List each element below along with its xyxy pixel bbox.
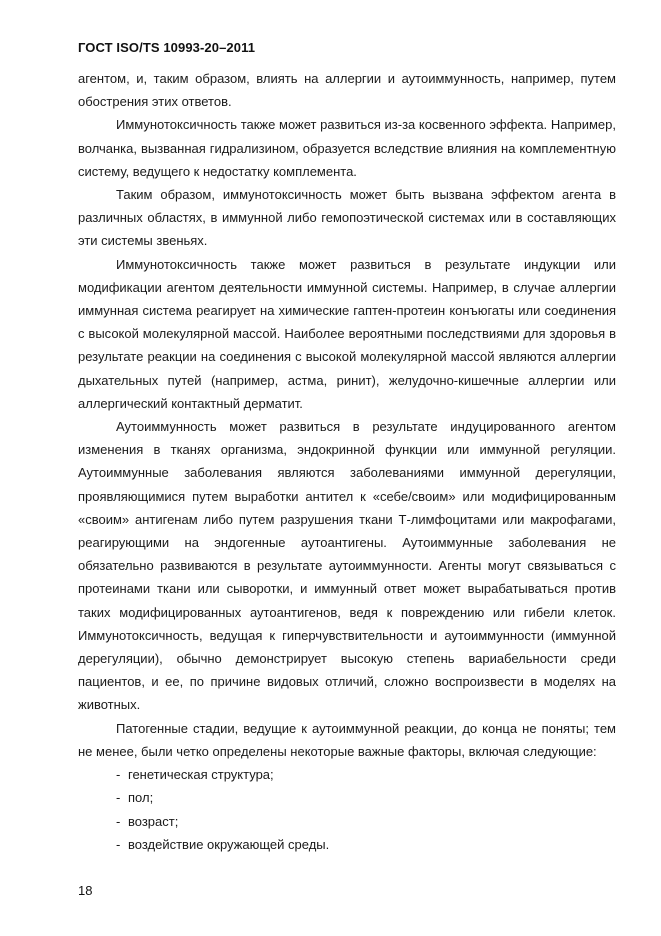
paragraph: Таким образом, иммунотоксичность может быть вызвана эффектом агента в различных областях, в иммунной либо гемопоэтической системах или в составляющих эти системы звеньях. bbox=[78, 187, 616, 249]
list-marker: - bbox=[116, 767, 121, 783]
document-header: ГОСТ ISO/TS 10993-20–2011 bbox=[78, 40, 256, 55]
paragraph: Патогенные стадии, ведущие к аутоиммунной реакции, до конца не поняты; тем не менее, были четко определены некоторые важные факторы, включая следующие: bbox=[78, 720, 616, 759]
list-item-text: генетическая структура; bbox=[128, 767, 274, 783]
paragraph: Аутоиммунность может развиться в результате индуцированного агентом изменения в тканях организма, эндокринной функции или иммунной регуляции. Аутоиммунные заболевания являются заболеваниями иммунной дерегуляции, проявляющимися путем выработки антител к «себе/своим» или модифицированным «своим» антигенам либо путем разрушения ткани Т-лимфоцитами или макрофагами, реагирующими на эндогенные аутоантигены. Аутоиммунные заболевания не обязательно развиваются в результате аутоиммунности. Агенты могут связываться с протеинами ткани или сыворотки, и иммунный ответ может вырабатываться против таких модифицированных аутоантигенов, ведя к повреждению или гибели клеток. Иммунотоксичность, ведущая к гиперчувствительности и аутоиммунности (иммунной дерегуляции), обычно демонстрирует высокую степень вариабельности среди пациентов, и ее, по причине видовых отличий, сложно воспроизвести в моделях на животных. bbox=[78, 419, 616, 713]
list-item bbox=[116, 810, 616, 833]
list-item-text: воздействие окружающей среды. bbox=[128, 836, 330, 852]
list-item-text: возраст; bbox=[128, 813, 179, 829]
paragraph: Иммунотоксичность также может развиться в результате индукции или модификации агентом деятельности иммунной системы. Например, в случае аллергии иммунная система реагирует на химические гаптен-протеин конъюгаты или соединения с высокой молекулярной массой. Наиболее вероятными последствиями для здоровья в результате реакции на соединения с высокой молекулярной массой являются аллергии дыхательных путей (например, астма, ринит), желудочно-кишечные аллергии или аллергический контактный дерматит. bbox=[78, 256, 616, 411]
document-body bbox=[78, 67, 616, 856]
list-item bbox=[116, 833, 616, 856]
list-item-text: пол; bbox=[128, 790, 154, 806]
list-marker: - bbox=[116, 836, 121, 852]
list-marker: - bbox=[116, 813, 121, 829]
list-item bbox=[116, 763, 616, 786]
paragraph-continuation: агентом, и, таким образом, влиять на аллергии и аутоиммунность, например, путем обострения этих ответов. bbox=[78, 71, 616, 110]
factor-list bbox=[78, 763, 616, 856]
list-item bbox=[116, 786, 616, 809]
paragraph: Иммунотоксичность также может развиться из-за косвенного эффекта. Например, волчанка, вызванная гидрализином, образуется вследствие влияния на комплементную систему, ведущего к недостатку комплемента. bbox=[78, 117, 616, 179]
list-marker: - bbox=[116, 790, 121, 806]
page-number: 18 bbox=[78, 883, 93, 898]
